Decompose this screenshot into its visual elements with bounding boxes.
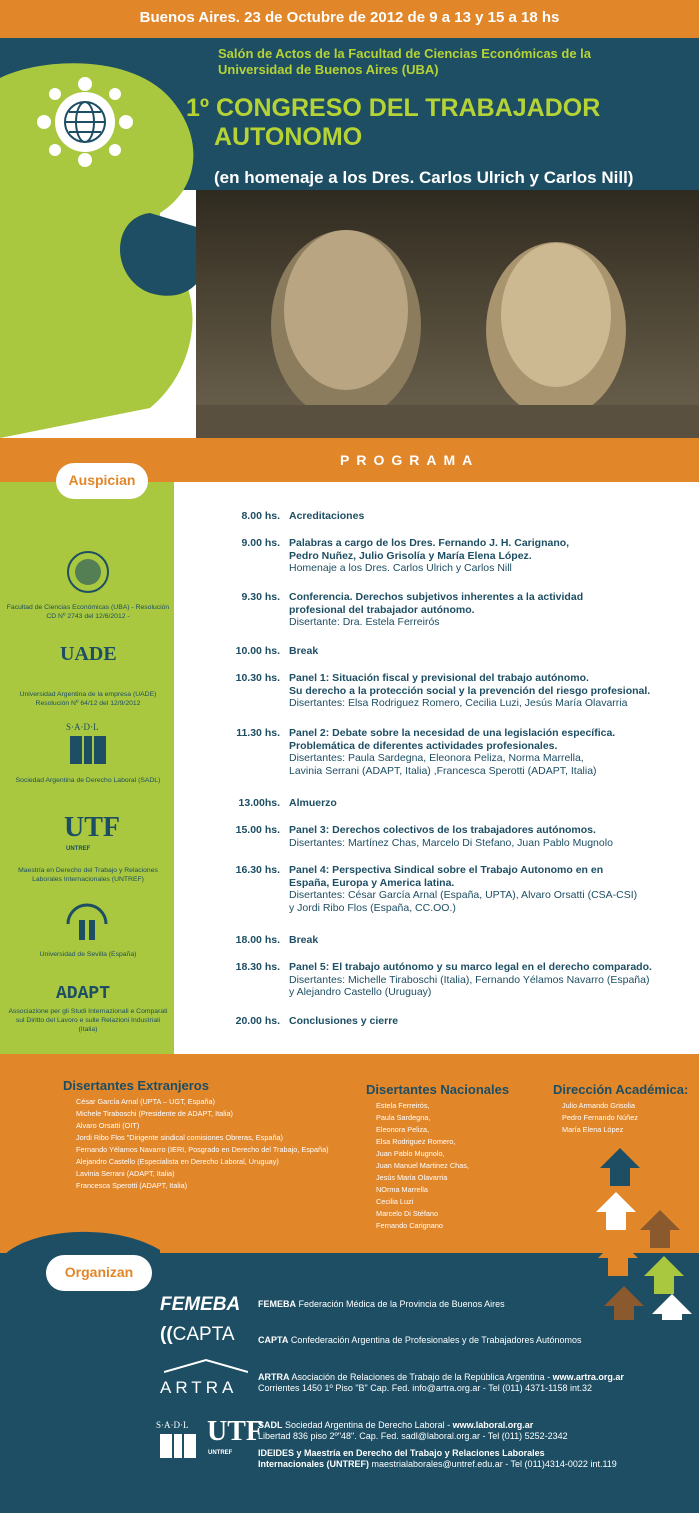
program-description — [289, 797, 689, 810]
speaker-name: Lavinia Serrani (ADAPT, Italia) — [76, 1169, 175, 1178]
artra-logo: ARTRA — [160, 1378, 238, 1397]
capta-logo: ((CAPTA — [160, 1324, 235, 1345]
capta-desc: Confederación Argentina de Profesionales y de Trabajadores Autónomos — [288, 1335, 582, 1345]
capta-name: CAPTA — [258, 1335, 289, 1345]
national-speakers-heading: Disertantes Nacionales — [366, 1082, 510, 1097]
program-line: Acreditaciones — [289, 510, 365, 522]
speaker-name: Julio Armando Grisolia — [562, 1101, 636, 1110]
organizan-label: Organizan — [64, 1264, 134, 1280]
sadl-logo: S·A·D·L — [66, 722, 99, 732]
program-time: 18.00 hs. — [235, 934, 280, 946]
organizer-artra — [258, 1372, 624, 1394]
sponsor-uba-text: Facultad de Ciencias Económicas (UBA) - Resolución CD Nº 2743 del 12/6/2012 - — [6, 604, 170, 620]
program-time: 16.30 hs. — [235, 864, 280, 876]
program-line: Panel 5: El trabajo autónomo y su marco legal en el derecho comparado. — [289, 961, 652, 973]
program-heading: PROGRAMA — [340, 452, 480, 468]
program-line: Panel 1: Situación fiscal y previsional del trabajo autónomo. — [289, 672, 589, 684]
program-line: Su derecho a la protección social y la prevención del riesgo profesional. — [289, 684, 651, 697]
speaker-name: Marcelo Di Stéfano — [376, 1209, 439, 1218]
program-description — [289, 645, 689, 658]
program-time: 18.30 hs. — [235, 961, 280, 973]
sadl-desc: Sociedad Argentina de Derecho Laboral - — [282, 1420, 453, 1430]
speaker-name: Jordi Ribo Flos "Dirigente sindical comisiones Obreras, España) — [76, 1133, 283, 1142]
sadl-org-columns-icon — [158, 1432, 198, 1462]
sponsor-uade-text: Universidad Argentina de la empresa (UADE) Resolución Nº 64/12 del 12/9/2012 — [19, 691, 157, 707]
speaker-name: Alvaro Orsatti (OIT) — [76, 1121, 140, 1130]
femeba-name: FEMEBA — [258, 1299, 296, 1309]
organizer-femeba — [258, 1299, 505, 1310]
sadl-website: www.laboral.org.ar — [452, 1420, 534, 1430]
program-time: 15.00 hs. — [235, 824, 280, 836]
congress-title — [186, 94, 600, 152]
venue-line-2: Universidad de Buenos Aires (UBA) — [218, 62, 439, 77]
program-description — [289, 934, 689, 947]
program-description — [289, 672, 689, 710]
adapt-logo: ADAPT — [56, 984, 111, 1004]
program-line: Lavinia Serrani (ADAPT, Italia) ,Francesca Sperotti (ADAPT, Italia) — [289, 764, 597, 777]
speaker-name: NOrma Marrella — [376, 1185, 428, 1194]
speaker-name: María Elena López — [562, 1125, 624, 1134]
organizer-capta — [258, 1335, 582, 1346]
speaker-name: Alejandro Castello (Especialista en Derecho Laboral, Uruguay) — [76, 1157, 279, 1166]
sponsor-untref-text: Maestría en Derecho del Trabajo y Relaciones Laborales Internacionales (UNTREF) — [18, 867, 158, 883]
program-line: Break — [289, 645, 319, 657]
program-description — [289, 824, 689, 849]
program-time: 13.00hs. — [238, 797, 280, 809]
program-line: Conclusiones y cierre — [289, 1015, 399, 1027]
program-time: 10.00 hs. — [235, 645, 280, 657]
capta-logo-text: CAPTA — [172, 1324, 235, 1345]
program-description — [289, 961, 689, 999]
program-time: 8.00 hs. — [241, 510, 280, 522]
program-time: 11.30 hs. — [236, 727, 280, 739]
program-line: Pedro Nuñez, Julio Grisolía y María Elena López. — [289, 549, 532, 562]
foreign-speakers-heading: Disertantes Extranjeros — [63, 1078, 209, 1093]
organizer-untref — [258, 1448, 617, 1470]
untref-name-2: Internacionales (UNTREF) — [258, 1459, 370, 1469]
program-line: España, Europa y America latina. — [289, 876, 455, 889]
title-line-1: 1º CONGRESO DEL TRABAJADOR — [186, 94, 601, 122]
speaker-name: Michele Tiraboschi (Presidente de ADAPT, Italia) — [76, 1109, 233, 1118]
program-line: profesional del trabajador autónomo. — [289, 603, 475, 616]
program-line: Disertantes: César García Arnal (España, UPTA), Alvaro Orsatti (CSA-CSI) — [289, 889, 638, 901]
sadl-columns-icon — [68, 734, 108, 768]
uba-seal-icon — [66, 550, 110, 594]
program-line: Disertantes: Martínez Chas, Marcelo Di Stefano, Juan Pablo Mugnolo — [289, 836, 613, 849]
program-time: 20.00 hs. — [235, 1015, 280, 1027]
untref-org-logo: UNTREF — [208, 1450, 233, 1456]
artra-name: ARTRA — [258, 1372, 290, 1382]
speaker-name: Francesca Sperotti (ADAPT, Italia) — [76, 1181, 188, 1190]
program-line: Disertantes: Michelle Tiraboschi (Italia), Fernando Yélamos Navarro (España) — [289, 973, 650, 986]
venue — [218, 46, 591, 78]
untref-contact: maestrialaborales@untref.edu.ar - Tel (011)4314-0022 int.119 — [369, 1459, 617, 1469]
untref-logo-sub: UNTREF — [66, 846, 91, 852]
sadl-address: Libertad 836 piso 2º"48". Cap. Fed. sadl@laboral.org.ar - Tel (011) 5252-2342 — [258, 1431, 568, 1441]
uade-logo: UADE — [60, 643, 117, 665]
utf-logo: UTF — [64, 812, 120, 843]
event-date: Buenos Aires. 23 de Octubre de 2012 de 9 a 13 y 15 a 18 hs — [139, 9, 560, 26]
speaker-name: Estela Ferreirós, — [376, 1101, 430, 1110]
program-time: 10.30 hs. — [235, 672, 280, 684]
program-line: Almuerzo — [289, 797, 337, 809]
speaker-name: César García Arnal (UPTA – UGT, España) — [76, 1097, 215, 1106]
title-line-2: AUTONOMO — [214, 123, 363, 151]
national-speakers-list — [376, 1100, 469, 1232]
speaker-name: Jesús María Olavarria — [376, 1173, 448, 1182]
program-line: Palabras a cargo de los Dres. Fernando J. H. Carignano, — [289, 537, 570, 549]
speaker-name: Juan Manuel Martinez Chas, — [376, 1161, 469, 1170]
honorees-photo — [196, 190, 699, 438]
program-line: Conferencia. Derechos subjetivos inherentes a la actividad — [289, 591, 584, 603]
sponsor-sadl-text: Sociedad Argentina de Derecho Laboral (SADL) — [15, 777, 161, 784]
program-description — [289, 864, 689, 914]
program-line: Homenaje a los Dres. Carlos Ulrich y Carlos Nill — [289, 562, 512, 574]
program-line: Panel 3: Derechos colectivos de los trabajadores autónomos. — [289, 824, 596, 836]
speaker-name: Pedro Fernando Núñez — [562, 1113, 638, 1122]
organizer-sadl — [258, 1420, 568, 1442]
femeba-desc: Federación Médica de la Provincia de Buenos Aires — [296, 1299, 505, 1309]
sponsor-adapt-text: Associazione per gli Studi Internazionali e Comparati sul Diritto del Lavoro e sulle Relazioni Industriali (Italia) — [8, 1008, 168, 1033]
artra-website: www.artra.org.ar — [552, 1372, 624, 1382]
speaker-name: Fernando Yélamos Navarro (IERI, Posgrado en Derecho del Trabajo, España) — [76, 1145, 329, 1154]
direction-heading: Dirección Académica: — [553, 1082, 689, 1097]
program-description — [289, 510, 689, 523]
congress-globe-icon — [30, 72, 140, 172]
artra-desc: Asociación de Relaciones de Trabajo de la República Argentina - — [289, 1372, 553, 1382]
program-line: Break — [289, 934, 319, 946]
artra-roof-icon — [164, 1358, 248, 1374]
program-time: 9.00 hs. — [241, 537, 280, 549]
sponsor-sevilla-text: Universidad de Sevilla (España) — [39, 951, 137, 958]
program-line: Disertantes: Paula Sardegna, Eleonora Peliza, Norma Marrella, — [289, 752, 584, 764]
speaker-name: Eleonora Peliza, — [376, 1125, 430, 1134]
speaker-name: Fernando Carignano — [376, 1221, 443, 1230]
program-description — [289, 591, 689, 629]
program-line: Problemática de diferentes actividades profesionales. — [289, 739, 558, 752]
speaker-name: Paula Sardegna, — [376, 1113, 431, 1122]
speaker-name: Cecilia Luzi — [376, 1197, 414, 1206]
sevilla-seal-icon — [64, 902, 110, 946]
program-line: y Alejandro Castello (Uruguay) — [289, 986, 432, 998]
program-line: Disertantes: Elsa Rodriguez Romero, Cecilia Luzi, Jesús María Olavarria — [289, 697, 628, 709]
sadl-name: SADL — [258, 1420, 283, 1430]
untref-name: IDEIDES y Maestría en Derecho del Trabajo y Relaciones Laborales — [258, 1448, 545, 1458]
program-description — [289, 727, 689, 777]
program-line: Panel 2: Debate sobre la necesidad de una legislación específica. — [289, 727, 616, 739]
tribute-subtitle: (en homenaje a los Dres. Carlos Ulrich y Carlos Nill) — [214, 168, 634, 187]
program-description — [289, 1015, 689, 1028]
foreign-speakers-list — [76, 1096, 329, 1192]
program-description — [289, 537, 689, 575]
auspician-label: Auspician — [68, 472, 136, 488]
artra-address: Corrientes 1450 1º Piso "B" Cap. Fed. info@artra.org.ar - Tel (011) 4371-1158 int.32 — [258, 1383, 592, 1393]
direction-list — [562, 1100, 638, 1136]
program-line: y Jordi Ribo Flos (España, CC.OO.) — [289, 901, 456, 914]
speaker-name: Elsa Rodriguez Romero, — [376, 1137, 456, 1146]
arrows-decoration-icon — [588, 1148, 698, 1320]
speaker-name: Juan Pablo Mugnolo, — [376, 1149, 445, 1158]
femeba-logo: FEMEBA — [160, 1294, 241, 1315]
venue-line-1: Salón de Actos de la Facultad de Ciencias Económicas de la — [218, 46, 592, 61]
program-line: Panel 4: Perspectiva Sindical sobre el Trabajo Autonomo en en — [289, 864, 604, 876]
sadl-org-logo: S·A·D·L — [156, 1420, 189, 1430]
program-line: Disertante: Dra. Estela Ferreirós — [289, 616, 440, 628]
utf-org-logo: UTF — [207, 1416, 263, 1447]
program-time: 9.30 hs. — [241, 591, 280, 603]
